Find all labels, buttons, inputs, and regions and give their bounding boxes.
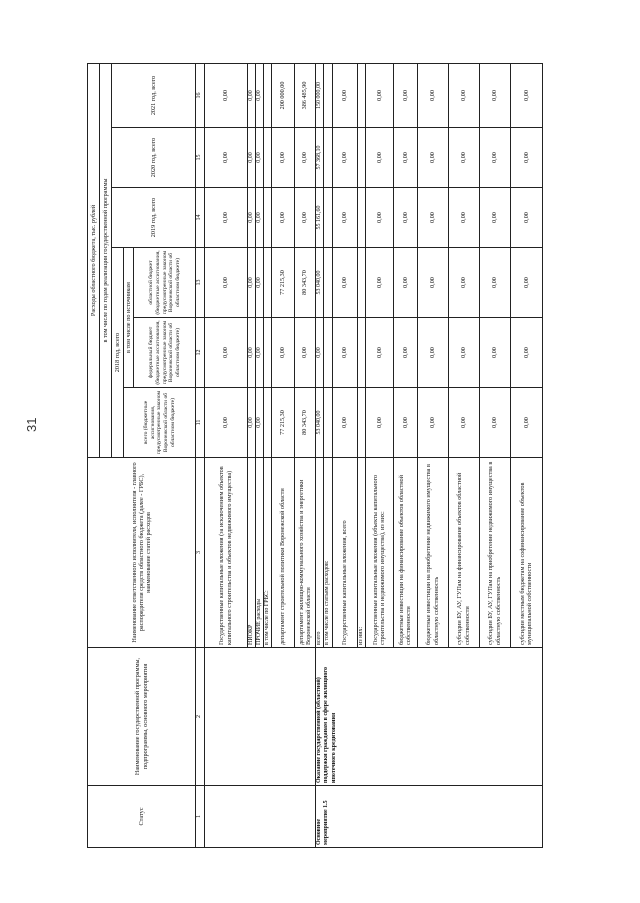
value-cell xyxy=(324,248,332,318)
header-2018: 2018 год, всего xyxy=(112,248,124,458)
value-cell: 0,00 xyxy=(316,318,324,388)
value-cell: 0,00 xyxy=(272,188,295,248)
value-cell: 386 485,90 xyxy=(295,63,316,127)
col-number: 16 xyxy=(196,63,204,127)
header-regional: областной бюджет (бюджетные ассигнования, предусмотренные законом Воронежской области об областном бюджете) xyxy=(134,248,196,318)
value-cell: 0,00 xyxy=(510,388,542,458)
value-cell: 0,00 xyxy=(247,318,255,388)
value-cell: 0,00 xyxy=(272,318,295,388)
row-label: Государственные капитальные вложения, всего xyxy=(332,458,357,648)
value-cell xyxy=(357,128,365,188)
header-status: Статус xyxy=(88,786,196,848)
value-cell: 0,00 xyxy=(448,388,479,458)
value-cell: 0,00 xyxy=(247,128,255,188)
value-cell xyxy=(357,318,365,388)
activity-program: Оказание государственной (областной) поддержки гражданам в сфере жилищного ипотечного кредитования xyxy=(316,648,543,786)
value-cell: 0,00 xyxy=(479,388,510,458)
header-expenses: Расходы областного бюджета, тыс. рублей xyxy=(88,63,100,457)
value-cell xyxy=(324,388,332,458)
row-label: субсидии местным бюджетам на софинансирование объектов муниципальной собственности xyxy=(510,458,542,648)
value-cell: 0,00 xyxy=(417,63,448,127)
header-2020: 2020 год, всего xyxy=(112,128,196,188)
value-cell xyxy=(357,248,365,318)
page-number: 31 xyxy=(24,417,39,432)
program-cell-empty xyxy=(204,648,316,786)
value-cell: 0,00 xyxy=(247,188,255,248)
value-cell: 0,00 xyxy=(295,318,316,388)
value-cell: 0,00 xyxy=(247,388,255,458)
col-number: 11 xyxy=(196,388,204,458)
table-row xyxy=(204,63,247,847)
value-cell: 0,00 xyxy=(393,388,417,458)
value-cell: 200 000,00 xyxy=(272,63,295,127)
header-executor: Наименование ответственного исполнителя, исполнителя - главного распорядителя средств областного бюджета (далее - ГРБС), наименование статей расходов xyxy=(88,458,196,648)
header-2021: 2021 год, всего xyxy=(112,63,196,127)
value-cell: 0,00 xyxy=(393,318,417,388)
value-cell: 0,00 xyxy=(332,388,357,458)
value-cell: 0,00 xyxy=(448,248,479,318)
value-cell: 80 343,70 xyxy=(295,388,316,458)
value-cell: 0,00 xyxy=(448,188,479,248)
value-cell: 0,00 xyxy=(204,128,247,188)
header-years: в том числе по годам реализации государственной программы xyxy=(100,63,112,457)
value-cell: 0,00 xyxy=(255,318,263,388)
row-label: из них: xyxy=(357,458,365,648)
value-cell: 0,00 xyxy=(393,128,417,188)
value-cell: 0,00 xyxy=(204,248,247,318)
header-2019: 2019 год, всего xyxy=(112,188,196,248)
value-cell: 0,00 xyxy=(295,188,316,248)
budget-table xyxy=(87,63,543,848)
col-number: 12 xyxy=(196,318,204,388)
row-label: НИОКР xyxy=(247,458,255,648)
value-cell xyxy=(324,63,332,127)
value-cell xyxy=(264,318,272,388)
value-cell: 0,00 xyxy=(417,248,448,318)
value-cell: 0,00 xyxy=(255,388,263,458)
value-cell: 0,00 xyxy=(510,318,542,388)
value-cell: 0,00 xyxy=(417,128,448,188)
value-cell: 0,00 xyxy=(247,248,255,318)
row-label: Государственные капитальные вложения (объекты капитального строительства и недвижимого имущества), из них: xyxy=(365,458,393,648)
value-cell: 0,00 xyxy=(365,388,393,458)
value-cell: 0,00 xyxy=(417,388,448,458)
row-label: субсидии БУ, АУ, ГУПам на финансирование объектов областной собственности xyxy=(448,458,479,648)
value-cell: 0,00 xyxy=(332,248,357,318)
col-number: 15 xyxy=(196,128,204,188)
value-cell: 80 343,70 xyxy=(295,248,316,318)
row-label: всего xyxy=(316,458,324,648)
value-cell: 0,00 xyxy=(332,188,357,248)
value-cell: 0,00 xyxy=(510,128,542,188)
value-cell: 53 040,00 xyxy=(316,388,324,458)
value-cell: 0,00 xyxy=(204,63,247,127)
value-cell: 0,00 xyxy=(510,188,542,248)
value-cell: 0,00 xyxy=(255,188,263,248)
header-program: Наименование государственной программы, подпрограммы, основного мероприятия xyxy=(88,648,196,786)
col-number: 3 xyxy=(196,458,204,648)
value-cell xyxy=(264,63,272,127)
row-label: субсидии БУ, АУ, ГУПам на приобретение недвижимого имущества в областную собственность xyxy=(479,458,510,648)
value-cell: 77 215,30 xyxy=(272,388,295,458)
value-cell: 0,00 xyxy=(448,128,479,188)
row-label: ПРОЧИЕ расходы xyxy=(255,458,263,648)
value-cell: 0,00 xyxy=(393,63,417,127)
table-row xyxy=(316,63,324,847)
value-cell: 0,00 xyxy=(479,63,510,127)
value-cell: 53 040,00 xyxy=(316,248,324,318)
value-cell: 0,00 xyxy=(365,188,393,248)
value-cell: 0,00 xyxy=(255,248,263,318)
value-cell: 0,00 xyxy=(393,188,417,248)
value-cell: 0,00 xyxy=(510,248,542,318)
value-cell xyxy=(324,188,332,248)
row-label: департамент жилищно-коммунального хозяйства и энергетики Воронежской области xyxy=(295,458,316,648)
value-cell: 0,00 xyxy=(448,63,479,127)
header-federal: федеральный бюджет (бюджетные ассигнования, предусмотренные законом Воронежской области об областном бюджете) xyxy=(134,318,196,388)
value-cell: 55 161,60 xyxy=(316,188,324,248)
col-number: 1 xyxy=(196,786,204,848)
value-cell xyxy=(357,188,365,248)
rotated-table-page xyxy=(87,64,623,848)
value-cell: 0,00 xyxy=(417,188,448,248)
value-cell xyxy=(324,128,332,188)
value-cell: 0,00 xyxy=(332,63,357,127)
header-sources: в том числе по источникам xyxy=(124,248,134,388)
value-cell xyxy=(264,188,272,248)
value-cell: 150 000,00 xyxy=(316,63,324,127)
value-cell: 0,00 xyxy=(448,318,479,388)
value-cell: 0,00 xyxy=(204,318,247,388)
value-cell: 0,00 xyxy=(479,318,510,388)
value-cell: 0,00 xyxy=(204,188,247,248)
value-cell: 0,00 xyxy=(393,248,417,318)
header-total-inc: всего (бюджетные ассигнования, предусмотренные законом Воронежской области об областном бюджете) xyxy=(124,388,196,458)
value-cell: 0,00 xyxy=(417,318,448,388)
col-number: 13 xyxy=(196,248,204,318)
value-cell xyxy=(324,318,332,388)
value-cell: 0,00 xyxy=(295,128,316,188)
value-cell: 0,00 xyxy=(332,128,357,188)
value-cell xyxy=(264,388,272,458)
value-cell: 0,00 xyxy=(510,63,542,127)
value-cell: 0,00 xyxy=(365,248,393,318)
row-label: Государственные капитальные вложения (за исключением объектов капитального строительства и объектов недвижимого имущества) xyxy=(204,458,247,648)
value-cell: 0,00 xyxy=(479,128,510,188)
row-label: бюджетные инвестиции на финансирование объектов областной собственности xyxy=(393,458,417,648)
value-cell: 0,00 xyxy=(365,128,393,188)
value-cell: 0,00 xyxy=(365,318,393,388)
value-cell: 0,00 xyxy=(479,248,510,318)
activity-status: Основное мероприятие 1.5 xyxy=(316,786,543,848)
row-label: в том числе по статьям расходов: xyxy=(324,458,332,648)
value-cell: 0,00 xyxy=(272,128,295,188)
row-label: в том числе по ГРБС: xyxy=(264,458,272,648)
value-cell xyxy=(264,128,272,188)
value-cell: 0,00 xyxy=(255,63,263,127)
row-label: департамент строительной политики Воронежской области xyxy=(272,458,295,648)
value-cell: 0,00 xyxy=(479,188,510,248)
value-cell xyxy=(264,248,272,318)
value-cell: 0,00 xyxy=(365,63,393,127)
value-cell xyxy=(357,388,365,458)
row-label: бюджетные инвестиции на приобретение недвижимого имущества в областную собственность xyxy=(417,458,448,648)
status-cell-empty xyxy=(204,786,316,848)
col-number: 14 xyxy=(196,188,204,248)
value-cell: 57 368,10 xyxy=(316,128,324,188)
value-cell xyxy=(357,63,365,127)
value-cell: 0,00 xyxy=(332,318,357,388)
value-cell: 0,00 xyxy=(255,128,263,188)
value-cell: 0,00 xyxy=(204,388,247,458)
value-cell: 77 215,30 xyxy=(272,248,295,318)
col-number: 2 xyxy=(196,648,204,786)
value-cell: 0,00 xyxy=(247,63,255,127)
